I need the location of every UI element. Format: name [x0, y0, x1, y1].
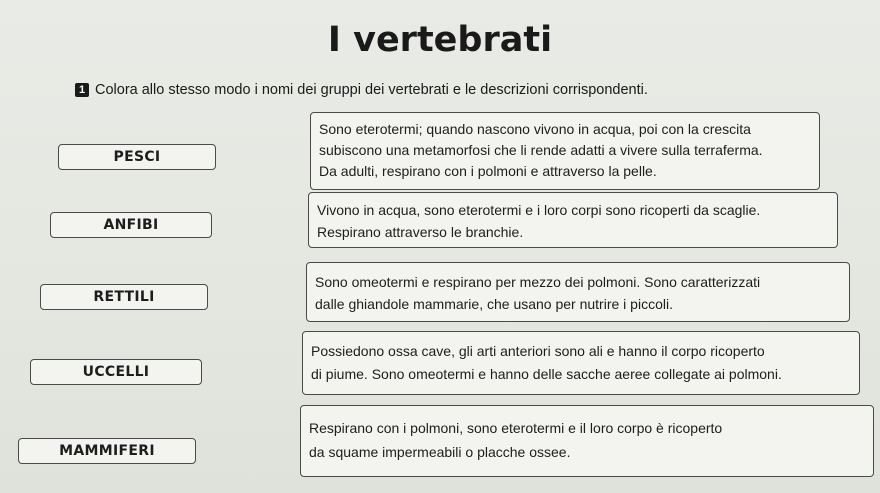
- group-name-uccelli[interactable]: UCCELLI: [30, 359, 202, 385]
- exercise-instruction: [75, 82, 648, 98]
- exercise-number-badge: 1: [75, 83, 89, 97]
- description-line: Vivono in acqua, sono eterotermi e i loro corpi sono ricoperti da scaglie.: [317, 202, 761, 218]
- description-box-1[interactable]: [310, 112, 820, 190]
- group-name-rettili[interactable]: RETTILI: [40, 284, 208, 310]
- instruction-text: Colora allo stesso modo i nomi dei gruppi dei vertebrati e le descrizioni corrispondenti.: [95, 82, 648, 98]
- description-box-4[interactable]: [302, 331, 860, 395]
- page-title: I vertebrati: [327, 20, 553, 60]
- description-box-3[interactable]: [306, 262, 850, 322]
- description-line: da squame impermeabili o placche ossee.: [309, 444, 571, 460]
- description-line: Possiedono ossa cave, gli arti anteriori sono ali e hanno il corpo ricoperto: [311, 343, 765, 359]
- description-box-2[interactable]: [308, 192, 838, 248]
- group-name-pesci[interactable]: PESCI: [58, 144, 216, 170]
- group-name-anfibi[interactable]: ANFIBI: [50, 212, 212, 238]
- description-box-5[interactable]: [300, 405, 874, 477]
- description-line: di piume. Sono omeotermi e hanno delle sacche aeree collegate ai polmoni.: [311, 366, 782, 382]
- description-line: Sono omeotermi e respirano per mezzo dei polmoni. Sono caratterizzati: [315, 274, 761, 290]
- description-line: Respirano attraverso le branchie.: [317, 224, 524, 240]
- group-name-mammiferi[interactable]: MAMMIFERI: [18, 438, 196, 464]
- description-line: subiscono una metamorfosi che li rende adatti a vivere sulla terraferma.: [319, 142, 763, 158]
- description-line: Da adulti, respirano con i polmoni e attraverso la pelle.: [319, 163, 657, 179]
- description-line: Respirano con i polmoni, sono eterotermi e il loro corpo è ricoperto: [309, 420, 723, 436]
- description-line: dalle ghiandole mammarie, che usano per nutrire i piccoli.: [315, 296, 673, 312]
- description-line: Sono eterotermi; quando nascono vivono in acqua, poi con la crescita: [319, 121, 751, 137]
